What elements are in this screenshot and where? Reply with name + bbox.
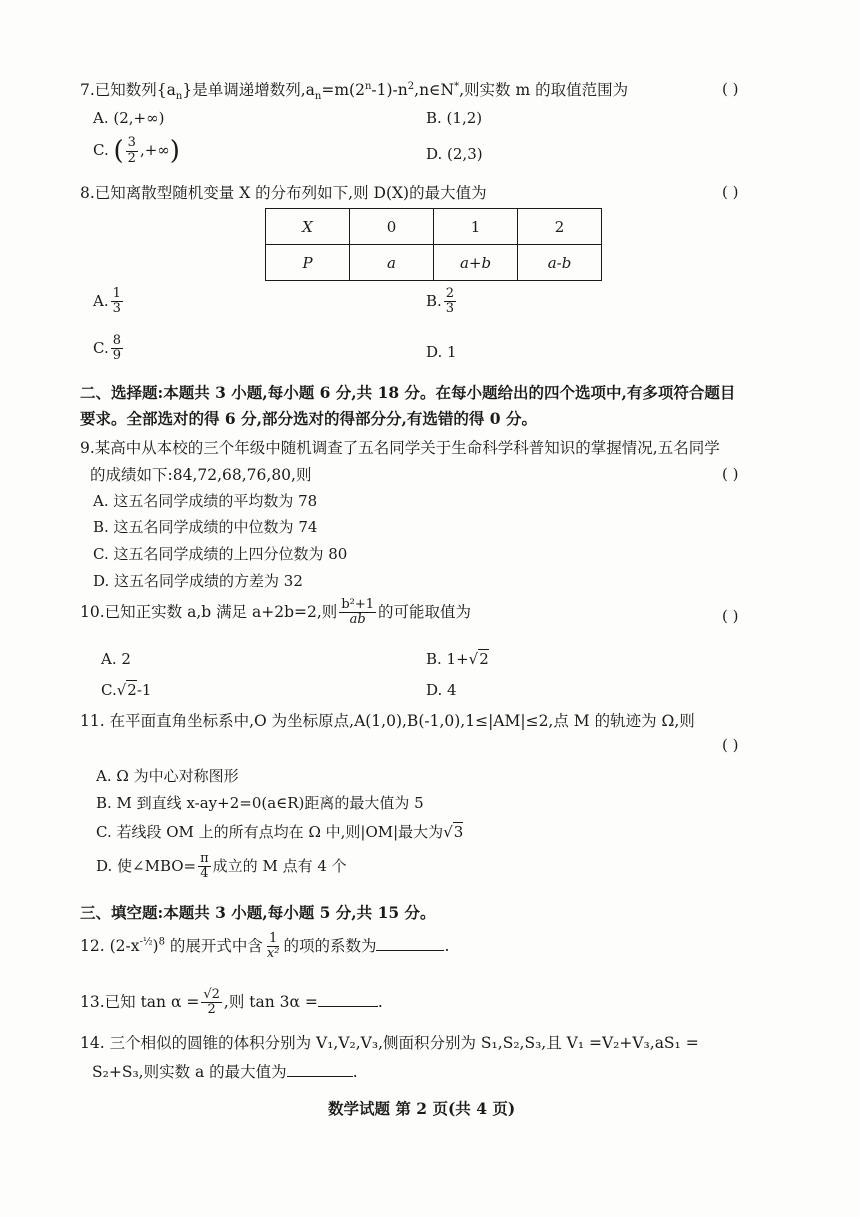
table-cell: 2 (518, 209, 602, 245)
section-2-heading-line-2: 要求。全部选对的得 6 分,部分选对的得部分分,有选错的得 0 分。 (80, 409, 537, 428)
page-footer: 数学试题 第 2 页(共 4 页) (328, 1099, 516, 1118)
question-8-option-b: B. $\frac{2}{3}$ (426, 286, 455, 317)
question-12: 12. $(2-x^{-\frac{1}{2}})^8$ 的展开式中含 $\frac{1}{\text{x²}}$ 的项的系数为 . (80, 931, 450, 962)
question-10-option-d: D. 4 (426, 681, 457, 699)
question-9-stem-line-1: 9.某高中从本校的三个年级中随机调查了五名同学关于生命科学科普知识的掌握情况,五名同学 (80, 439, 720, 457)
table-row (266, 245, 602, 281)
question-11-stem: 11. 在平面直角坐标系中,O 为坐标原点,A(1,0),B(-1,0),1≤|AM|≤2,点 M 的轨迹为 Ω,则 (80, 712, 695, 730)
question-7-option-a: A. (2,+∞) (93, 109, 165, 127)
question-13: 13.已知 tan α = $\frac{√2}{2}$ ,则 tan 3α = . (80, 987, 383, 1018)
question-10-stem: 10.已知正实数 a,b 满足 a+2b=2,则 $\frac{\text{b²+1}}{ab}$ 的可能取值为 (80, 597, 472, 628)
question-7-answer-paren: ( ) (722, 80, 739, 98)
question-8-answer-paren: ( ) (722, 183, 739, 201)
question-11-option-c: C. 若线段 OM 上的所有点均在 Ω 中,则|OM|最大为√3 (96, 823, 464, 841)
question-9-answer-paren: ( ) (722, 465, 739, 483)
table-cell: 0 (350, 209, 434, 245)
question-8-stem: 8.已知离散型随机变量 X 的分布列如下,则 D(X)的最大值为 (80, 184, 487, 202)
table-cell: a-b (518, 245, 602, 281)
table-cell: a+b (434, 245, 518, 281)
question-14-line-2: S₂+S₃,则实数 a 的最大值为 . (92, 1063, 358, 1081)
question-9-option-d: D. 这五名同学成绩的方差为 32 (93, 572, 303, 590)
question-11-option-d: D. 使∠MBO= $\frac{\pi}{4}$ 成立的 M 点有 4 个 (96, 851, 347, 882)
table-cell: 1 (434, 209, 518, 245)
question-10-answer-paren: ( ) (722, 607, 739, 625)
section-2-heading-line-1: 二、选择题:本题共 3 小题,每小题 6 分,共 18 分。在每小题给出的四个选项中,有多项符合题目 (80, 383, 736, 402)
question-9-option-c: C. 这五名同学成绩的上四分位数为 80 (93, 545, 348, 563)
question-9-option-b: B. 这五名同学成绩的中位数为 74 (93, 518, 318, 536)
question-9-stem-line-2: 的成绩如下:84,72,68,76,80,则 (90, 466, 312, 484)
question-10-option-c: C.√2-1 (101, 681, 152, 699)
question-7-option-d: D. (2,3) (426, 145, 483, 163)
section-3-heading: 三、填空题:本题共 3 小题,每小题 5 分,共 15 分。 (80, 903, 436, 922)
question-8-option-d: D. 1 (426, 343, 457, 361)
question-11-option-a: A. Ω 为中心对称图形 (96, 767, 239, 785)
distribution-table (265, 208, 602, 281)
table-cell: a (350, 245, 434, 281)
question-8-option-c: C. $\frac{8}{9}$ (93, 333, 121, 364)
question-8-option-a: A. $\frac{1}{3}$ (93, 286, 121, 317)
table-row (266, 209, 602, 245)
question-10-option-a: A. 2 (101, 650, 131, 668)
question-11-option-b: B. M 到直线 x-ay+2=0(a∈R)距离的最大值为 5 (96, 794, 424, 812)
question-14-line-1: 14. 三个相似的圆锥的体积分别为 V₁,V₂,V₃,侧面积分别为 S₁,S₂,S₃,且 V₁ =V₂+V₃,aS₁ = (80, 1034, 699, 1052)
question-10-option-b: B. 1+√2 (426, 650, 489, 668)
question-7-stem: 7.已知数列$\{a_n\}$是单调递增数列$,a_n=m(2^n-1)-n^2,n\in N^*$,则实数 m 的取值范围为 (80, 80, 629, 103)
question-9-option-a: A. 这五名同学成绩的平均数为 78 (93, 492, 318, 510)
question-11-answer-paren: ( ) (722, 736, 739, 754)
table-cell: P (266, 245, 350, 281)
question-7-option-b: B. (1,2) (426, 109, 483, 127)
table-cell: X (266, 209, 350, 245)
question-7-option-c: C. ( $\frac{3}{2}$ ,+∞) (93, 135, 180, 166)
